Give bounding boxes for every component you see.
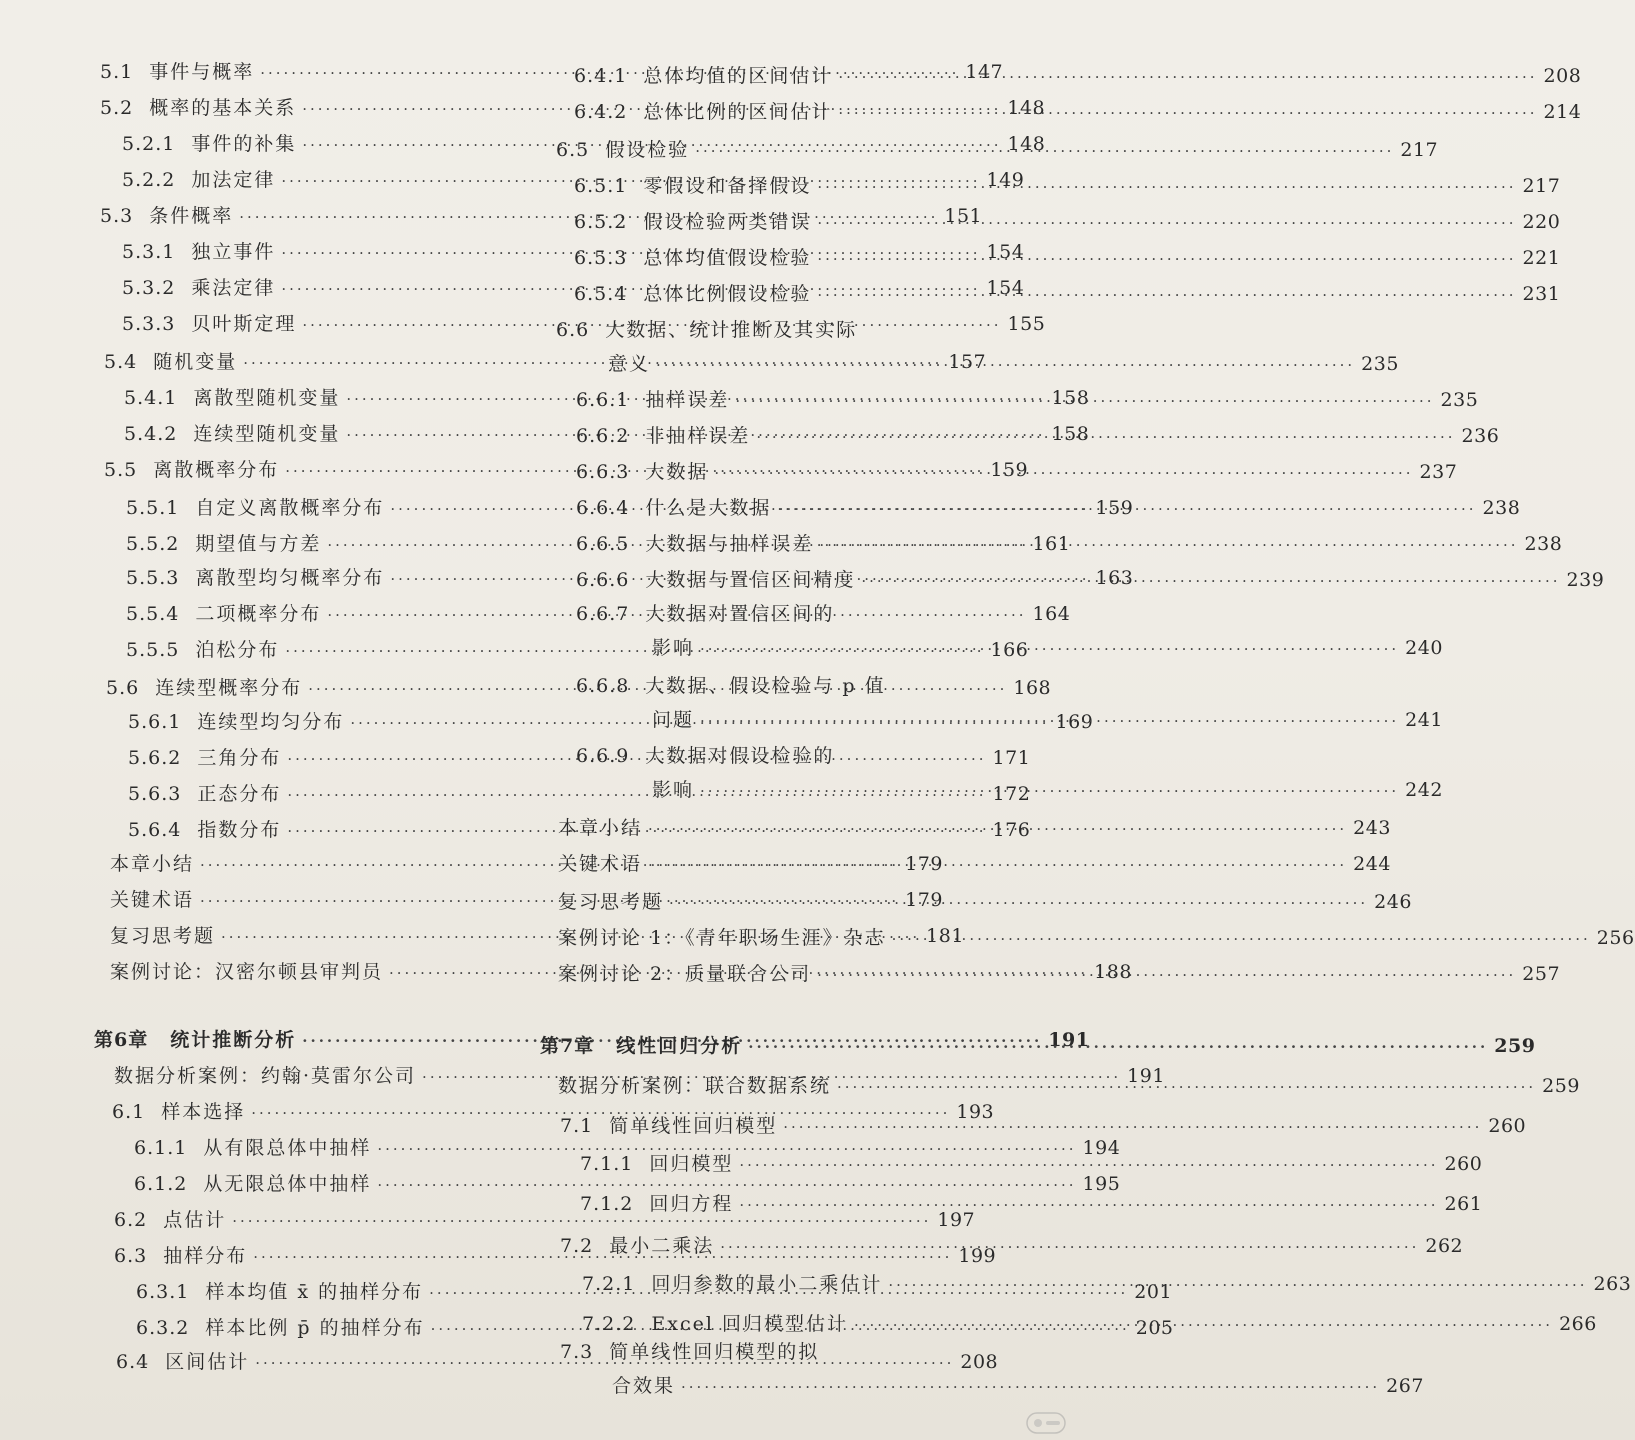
section-number: 6.4 bbox=[115, 1350, 150, 1373]
page-number: 263 bbox=[1593, 1273, 1632, 1296]
page-number: 259 bbox=[1494, 1035, 1536, 1058]
section-title: 大数据对置信区间的 bbox=[645, 602, 835, 626]
section-title: 乘法定律 bbox=[191, 276, 276, 299]
toc-entry bbox=[560, 1339, 819, 1365]
section-number: 第7章 bbox=[539, 1034, 595, 1057]
page-number: 235 bbox=[1361, 353, 1399, 376]
page-number: 235 bbox=[1440, 389, 1479, 412]
section-title: 案例讨论：汉密尔顿县审判员 bbox=[109, 960, 384, 984]
section-number: 5.3.2 bbox=[121, 276, 176, 299]
leader-dots bbox=[838, 100, 1537, 126]
section-title: 事件与概率 bbox=[149, 60, 255, 83]
section-title: 点估计 bbox=[163, 1208, 227, 1231]
section-number: 5.2 bbox=[99, 96, 134, 119]
page-number: 241 bbox=[1405, 709, 1443, 732]
section-title: 最小二乘法 bbox=[609, 1234, 715, 1257]
toc-entry bbox=[558, 889, 1412, 916]
page-number: 220 bbox=[1522, 211, 1561, 234]
page-number: 259 bbox=[1542, 1075, 1580, 1098]
leader-dots bbox=[783, 1114, 1482, 1140]
page-number: 242 bbox=[1405, 779, 1443, 802]
page-number: 240 bbox=[1405, 637, 1443, 660]
toc-entry bbox=[540, 1033, 1535, 1060]
page-number: 262 bbox=[1425, 1235, 1464, 1258]
section-title: 概率的基本关系 bbox=[149, 96, 297, 119]
section-number: 6.6.2 bbox=[575, 424, 630, 447]
section-number: 5.4 bbox=[103, 350, 138, 373]
page-number: 205 bbox=[1135, 1317, 1174, 1340]
page-number: 267 bbox=[1386, 1375, 1424, 1398]
leader-dots bbox=[735, 388, 1434, 414]
section-title: 大数据 bbox=[645, 460, 709, 483]
section-title: 线性回归分析 bbox=[616, 1034, 743, 1057]
toc-entry bbox=[133, 1171, 1121, 1198]
section-title: 贝叶斯定理 bbox=[191, 312, 297, 335]
page-number: 193 bbox=[956, 1101, 995, 1124]
page-number: 166 bbox=[990, 639, 1029, 662]
page-number: 195 bbox=[1082, 1173, 1121, 1196]
toc-entry bbox=[576, 423, 1499, 450]
section-number: 6.1 bbox=[111, 1100, 146, 1123]
page-number: 148 bbox=[1007, 97, 1046, 120]
section-title: 抽样分布 bbox=[163, 1244, 248, 1267]
leader-dots bbox=[817, 210, 1516, 236]
page-number: 231 bbox=[1522, 283, 1561, 306]
section-number: 7.3 bbox=[559, 1340, 594, 1363]
section-title: 回归模型 bbox=[649, 1152, 734, 1175]
page-number: 217 bbox=[1400, 139, 1439, 162]
page-number: 149 bbox=[986, 169, 1025, 192]
section-number: 5.5.1 bbox=[125, 496, 180, 519]
section-number: 6.6.4 bbox=[575, 496, 630, 519]
section-title: 泊松分布 bbox=[195, 638, 280, 661]
section-number: 6.5.1 bbox=[573, 174, 628, 197]
leader-dots bbox=[700, 708, 1399, 734]
toc-entry bbox=[652, 635, 1443, 662]
page-number: 154 bbox=[986, 277, 1025, 300]
section-number: 6.3.1 bbox=[135, 1280, 190, 1303]
section-title: 大数据对假设检验的 bbox=[645, 744, 835, 768]
page-number: 168 bbox=[1013, 677, 1052, 700]
section-title: 独立事件 bbox=[191, 240, 276, 263]
section-title: 抽样误差 bbox=[645, 388, 730, 411]
section-number: 5.5.4 bbox=[125, 602, 180, 625]
section-number: 6.4.2 bbox=[573, 100, 628, 123]
section-number: 7.1.1 bbox=[579, 1152, 634, 1175]
watermark-icon bbox=[1026, 1412, 1066, 1434]
section-title: 三角分布 bbox=[197, 746, 282, 769]
leader-dots bbox=[700, 636, 1399, 662]
toc-entry bbox=[560, 1233, 1463, 1260]
section-number: 7.2.1 bbox=[581, 1272, 636, 1295]
leader-dots bbox=[888, 1272, 1587, 1298]
section-number: 6.4.1 bbox=[573, 64, 628, 87]
toc-entry bbox=[556, 317, 857, 343]
section-title: 随机变量 bbox=[153, 350, 238, 373]
section-number: 7.2.2 bbox=[581, 1312, 636, 1335]
leader-dots bbox=[756, 424, 1455, 450]
leader-dots bbox=[854, 1312, 1553, 1338]
section-number: 6.2 bbox=[113, 1208, 148, 1231]
section-number: 5.6.2 bbox=[127, 746, 182, 769]
section-title: 样本比例 p̄ 的抽样分布 bbox=[205, 1316, 425, 1340]
section-number: 5.6.4 bbox=[127, 818, 182, 841]
leader-dots bbox=[739, 1192, 1438, 1218]
leader-dots bbox=[817, 174, 1516, 200]
toc-entry bbox=[574, 281, 1560, 308]
section-number: 5.3.3 bbox=[121, 312, 176, 335]
toc-entry bbox=[576, 387, 1478, 414]
page-number: 169 bbox=[1055, 711, 1094, 734]
toc-entry bbox=[133, 1135, 1121, 1162]
page-number: 260 bbox=[1488, 1115, 1527, 1138]
page-number: 256 bbox=[1596, 927, 1635, 950]
section-number: 6.1.1 bbox=[133, 1136, 188, 1159]
page-number: 244 bbox=[1353, 853, 1391, 876]
section-title: 回归方程 bbox=[649, 1192, 734, 1215]
page-number: 148 bbox=[1007, 133, 1046, 156]
page-number: 217 bbox=[1522, 175, 1561, 198]
section-title: 离散型均匀概率分布 bbox=[195, 566, 385, 590]
section-number: 第6章 bbox=[93, 1028, 149, 1051]
toc-entry bbox=[576, 495, 1520, 522]
page-number: 155 bbox=[1007, 313, 1046, 336]
section-title: 影响 bbox=[651, 778, 695, 801]
toc-entry bbox=[574, 99, 1581, 126]
section-title: 连续型随机变量 bbox=[193, 422, 341, 446]
section-title: 期望值与方差 bbox=[195, 532, 322, 556]
section-title: 统计推断分析 bbox=[170, 1028, 297, 1051]
toc-entry bbox=[558, 1073, 1580, 1100]
section-number: 6.5.4 bbox=[573, 282, 628, 305]
leader-dots bbox=[739, 1152, 1438, 1178]
page-number: 158 bbox=[1051, 423, 1090, 446]
section-title: 关键术语 bbox=[557, 852, 643, 875]
section-title: 离散概率分布 bbox=[153, 458, 280, 481]
toc-entry bbox=[576, 459, 1457, 486]
toc-entry bbox=[113, 1207, 976, 1234]
section-title: 从无限总体中抽样 bbox=[203, 1172, 372, 1196]
page-number: 159 bbox=[990, 459, 1029, 482]
section-number: 7.2 bbox=[559, 1234, 594, 1257]
section-title: 总体均值的区间估计 bbox=[643, 64, 833, 87]
page-number: 201 bbox=[1134, 1281, 1173, 1304]
toc-entry bbox=[576, 673, 886, 699]
toc-entry bbox=[580, 1151, 1482, 1178]
page-number: 188 bbox=[1094, 961, 1132, 984]
section-title: 总体比例假设检验 bbox=[643, 282, 812, 305]
leader-dots bbox=[648, 816, 1347, 842]
toc-entry bbox=[608, 351, 1399, 378]
toc-entry bbox=[576, 531, 1562, 558]
section-number: 6.3 bbox=[113, 1244, 148, 1267]
section-number: 6.6.5 bbox=[575, 532, 630, 555]
page-number: 164 bbox=[1032, 603, 1071, 626]
toc-entry bbox=[556, 137, 1438, 164]
leader-dots bbox=[838, 64, 1537, 90]
section-title: 意义 bbox=[607, 352, 651, 375]
leader-dots bbox=[861, 568, 1560, 594]
leader-dots bbox=[656, 352, 1355, 378]
leader-dots bbox=[892, 926, 1591, 952]
section-number: 5.5.5 bbox=[125, 638, 180, 661]
section-title: 数据分析案例：约翰·莫雷尔公司 bbox=[113, 1064, 417, 1088]
toc-entry bbox=[576, 567, 1604, 594]
toc-entry bbox=[574, 173, 1560, 200]
section-title: 影响 bbox=[651, 636, 695, 659]
section-title: 大数据与置信区间精度 bbox=[645, 568, 856, 591]
section-title: 指数分布 bbox=[197, 818, 282, 841]
section-number: 7.1 bbox=[559, 1114, 594, 1137]
leader-dots bbox=[837, 1074, 1536, 1100]
toc-entry bbox=[582, 1311, 1597, 1338]
section-title: 本章小结 bbox=[109, 852, 195, 875]
page-number: 157 bbox=[948, 351, 987, 374]
toc-entry bbox=[558, 815, 1391, 842]
leader-dots bbox=[819, 532, 1518, 558]
page-number: 208 bbox=[960, 1351, 999, 1374]
page-number: 221 bbox=[1522, 247, 1561, 270]
section-title: 复习思考题 bbox=[109, 924, 216, 947]
toc-entry bbox=[576, 743, 834, 769]
section-number: 6.6.9 bbox=[575, 744, 630, 767]
section-title: 问题 bbox=[651, 708, 695, 731]
toc-entry bbox=[558, 925, 1635, 952]
page-number: 181 bbox=[926, 925, 964, 948]
leader-dots bbox=[681, 1374, 1380, 1400]
leader-dots bbox=[700, 778, 1399, 804]
page-number: 197 bbox=[937, 1209, 976, 1232]
page-number: 261 bbox=[1444, 1193, 1483, 1216]
section-number: 6.5.3 bbox=[573, 246, 628, 269]
page-number: 191 bbox=[1048, 1029, 1090, 1052]
section-number: 6.6.7 bbox=[575, 602, 630, 625]
toc-entry bbox=[560, 1113, 1526, 1140]
section-title: Excel 回归模型估计 bbox=[651, 1312, 848, 1335]
section-number: 6.6.6 bbox=[575, 568, 630, 591]
section-title: 非抽样误差 bbox=[645, 424, 751, 447]
section-title: 复习思考题 bbox=[557, 890, 664, 913]
section-number: 6.6.8 bbox=[575, 674, 630, 697]
page-number: 194 bbox=[1082, 1137, 1121, 1160]
section-title: 从有限总体中抽样 bbox=[203, 1136, 372, 1160]
section-title: 简单线性回归模型的拟 bbox=[609, 1340, 820, 1364]
page-number: 260 bbox=[1444, 1153, 1483, 1176]
page-number: 214 bbox=[1543, 101, 1582, 124]
section-number: 5.5.2 bbox=[125, 532, 180, 555]
leader-dots bbox=[669, 890, 1368, 916]
section-title: 样本均值 x̄ 的抽样分布 bbox=[205, 1280, 424, 1304]
section-number: 5.5.3 bbox=[125, 566, 180, 589]
page-number: 159 bbox=[1095, 497, 1134, 520]
page-number: 147 bbox=[965, 61, 1004, 84]
section-number: 5.6 bbox=[105, 676, 140, 699]
section-title: 正态分布 bbox=[197, 782, 282, 805]
page-number: 266 bbox=[1559, 1313, 1597, 1336]
section-title: 什么是大数据 bbox=[645, 496, 772, 519]
page-number: 151 bbox=[944, 205, 983, 228]
section-title: 二项概率分布 bbox=[195, 602, 322, 626]
page-number: 179 bbox=[905, 853, 943, 876]
toc-entry bbox=[558, 851, 1391, 878]
toc-entry bbox=[652, 777, 1443, 804]
section-title: 数据分析案例：联合数据系统 bbox=[557, 1074, 832, 1097]
page-number: 191 bbox=[1127, 1065, 1165, 1088]
leader-dots bbox=[648, 852, 1347, 878]
page-number: 163 bbox=[1095, 567, 1134, 590]
toc-entry bbox=[580, 1191, 1482, 1218]
page-number: 172 bbox=[992, 783, 1031, 806]
section-number: 5.1 bbox=[99, 60, 134, 83]
section-title: 案例讨论 2：质量联合公司 bbox=[557, 962, 812, 985]
section-title: 简单线性回归模型 bbox=[609, 1114, 778, 1137]
section-number: 6.3.2 bbox=[135, 1316, 190, 1339]
page-number: 171 bbox=[992, 747, 1031, 770]
leader-dots bbox=[714, 460, 1413, 486]
section-title: 加法定律 bbox=[191, 168, 276, 191]
toc-entry bbox=[574, 245, 1560, 272]
section-title: 大数据、统计推断及其实际 bbox=[605, 318, 858, 342]
page-number: 179 bbox=[905, 889, 943, 912]
page-number: 257 bbox=[1522, 963, 1561, 986]
section-title: 回归参数的最小二乘估计 bbox=[651, 1272, 883, 1295]
section-number: 7.1.2 bbox=[579, 1192, 634, 1215]
section-title: 零假设和备择假设 bbox=[643, 174, 812, 197]
toc-entry bbox=[558, 961, 1560, 988]
page-number: 208 bbox=[1543, 65, 1582, 88]
toc-entry bbox=[574, 63, 1581, 90]
section-number: 5.3 bbox=[99, 204, 134, 227]
section-title: 大数据、假设检验与 p 值 bbox=[645, 674, 886, 698]
toc-entry bbox=[652, 707, 1443, 734]
section-number: 5.6.1 bbox=[127, 710, 182, 733]
section-number: 6.6.1 bbox=[575, 388, 630, 411]
section-title: 事件的补集 bbox=[191, 132, 297, 155]
leader-dots bbox=[720, 1234, 1419, 1260]
toc-entry bbox=[576, 601, 834, 627]
section-number: 6.5.2 bbox=[573, 210, 628, 233]
page-number: 243 bbox=[1353, 817, 1391, 840]
page-number: 246 bbox=[1374, 891, 1412, 914]
section-title: 条件概率 bbox=[149, 204, 234, 227]
section-title: 案例讨论 1：《青年职场生涯》杂志 bbox=[557, 926, 886, 949]
leader-dots bbox=[695, 138, 1394, 164]
page-number: 176 bbox=[992, 819, 1031, 842]
leader-dots bbox=[777, 496, 1476, 522]
toc-entry bbox=[582, 1271, 1631, 1298]
section-number: 6.6.3 bbox=[575, 460, 630, 483]
page-number: 158 bbox=[1051, 387, 1090, 410]
section-title: 合效果 bbox=[611, 1374, 676, 1397]
section-number: 5.4.1 bbox=[123, 386, 178, 409]
section-title: 总体比例的区间估计 bbox=[643, 100, 833, 123]
page-number: 154 bbox=[986, 241, 1025, 264]
section-title: 假设检验 bbox=[605, 138, 690, 161]
page-number: 238 bbox=[1482, 497, 1521, 520]
leader-dots bbox=[817, 962, 1516, 988]
section-title: 离散型随机变量 bbox=[193, 386, 341, 410]
section-number: 6.6 bbox=[555, 318, 590, 341]
leader-dots bbox=[817, 282, 1516, 308]
section-number: 5.5 bbox=[103, 458, 138, 481]
section-title: 区间估计 bbox=[165, 1350, 250, 1373]
page-number: 238 bbox=[1524, 533, 1563, 556]
page-number: 237 bbox=[1419, 461, 1458, 484]
section-title: 自定义离散概率分布 bbox=[195, 496, 385, 520]
section-number: 5.4.2 bbox=[123, 422, 178, 445]
section-title: 假设检验两类错误 bbox=[643, 210, 812, 233]
section-title: 关键术语 bbox=[109, 888, 195, 911]
section-title: 连续型均匀分布 bbox=[197, 710, 345, 734]
section-title: 连续型概率分布 bbox=[155, 676, 303, 699]
leader-dots bbox=[748, 1034, 1488, 1060]
section-number: 5.3.1 bbox=[121, 240, 176, 263]
toc-entry bbox=[574, 209, 1560, 236]
section-title: 本章小结 bbox=[557, 816, 643, 839]
section-number: 6.1.2 bbox=[133, 1172, 188, 1195]
page-number: 199 bbox=[958, 1245, 997, 1268]
page-number: 236 bbox=[1461, 425, 1500, 448]
section-number: 6.5 bbox=[555, 138, 590, 161]
section-title: 总体均值假设检验 bbox=[643, 246, 812, 269]
section-number: 5.2.2 bbox=[121, 168, 176, 191]
page-number: 161 bbox=[1032, 533, 1071, 556]
leader-dots bbox=[817, 246, 1516, 272]
section-title: 大数据与抽样误差 bbox=[645, 532, 814, 555]
toc-entry bbox=[612, 1373, 1424, 1400]
page-number: 239 bbox=[1566, 569, 1605, 592]
section-number: 5.2.1 bbox=[121, 132, 176, 155]
section-number: 5.6.3 bbox=[127, 782, 182, 805]
section-title: 样本选择 bbox=[161, 1100, 246, 1123]
